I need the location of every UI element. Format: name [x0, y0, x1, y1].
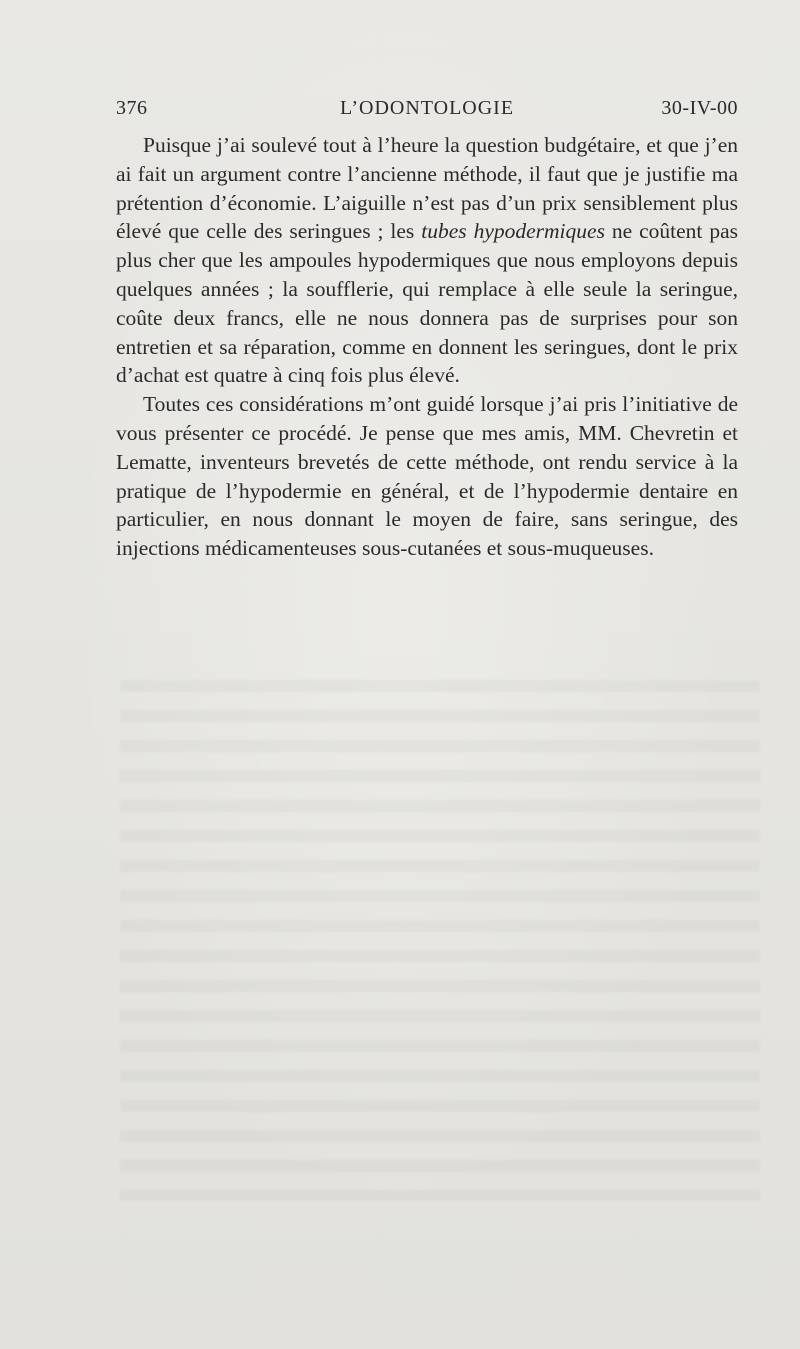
- paragraph-budget: [116, 131, 738, 390]
- paragraph-budget-text-start: Puisque j’ai soulevé tout à l’heure la question budgétaire, et que j’en ai fait un argument contre l’ancienne méthode, il faut que je justifie ma prétention d’économie. L’aiguille n’est pas d’un prix sensiblement plus élevé que celle des seringues ; les: [116, 133, 738, 244]
- paragraph-conclusion: Toutes ces considérations m’ont guidé lorsque j’ai pris l’initiative de vous présenter ce procédé. Je pense que mes amis, MM. Chevretin et Lematte, inventeurs brevetés de cette méthode, ont rendu service à la pratique de l’hypodermie en général, et de l’hypodermie dentaire en particulier, en nous donnant le moyen de faire, sans seringue, des injections médicamenteuses sous-cutanées et sous-muqueuses.: [116, 392, 738, 561]
- page-number: 376: [116, 97, 148, 119]
- journal-title: L’ODONTOLOGIE: [339, 97, 515, 119]
- show-through-bleed: [120, 680, 760, 1200]
- paragraph-budget-text-end: ne coûtent pas plus cher que les ampoules hypodermiques que nous employons depuis quelques années ; la soufflerie, qui remplace à elle seule la seringue, coûte deux francs, elle ne nous donnera pas de surprises pour son entretien et sa réparation, comme en donnent les seringues, dont le prix d’achat est quatre à cinq fois plus élevé.: [116, 219, 738, 388]
- issue-date: 30-IV-00: [661, 97, 738, 119]
- running-head: [116, 97, 738, 125]
- body-text: [116, 131, 738, 563]
- italic-term: tubes hypodermiques: [421, 219, 605, 244]
